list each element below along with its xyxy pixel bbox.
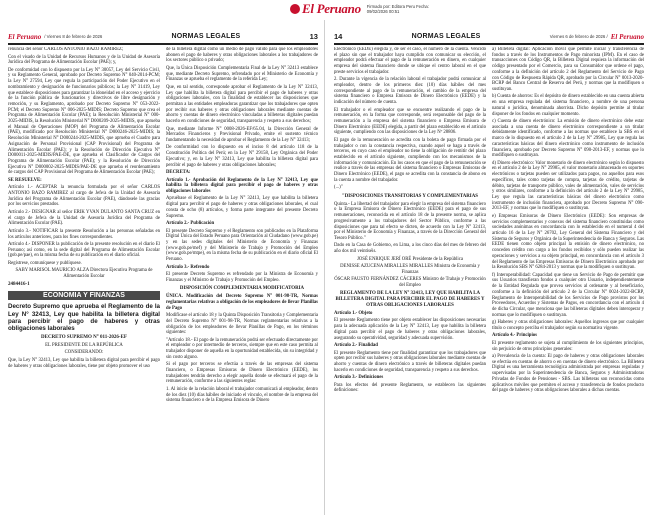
- page-header: [334, 32, 644, 41]
- paragraph: El trabajador o el empleador que se encuentre realizando el pago de la remuneración, en la forma que corresponde, será responsable del pago de la remuneración a la empresa del sistema financiero o Empresa Emisora de Dinero Electrónico (EEDE) elegida, a partir del plazo establecido en el artículo siguiente, cumpliendo con las disposiciones de la Ley Nº 28806.: [334, 107, 486, 136]
- article-heading: Artículo 4.- Principios: [492, 333, 537, 339]
- paragraph: g) Haberes y otras obligaciones laborales: Aquellos ingresos que por cualquier título o concepto perciba el trabajador según su normativa vigente.: [492, 320, 644, 331]
- paragraph: Si el pago por terceros se efectúa a través de las empresas del sistema financiero, o Empresas Emisoras de Dinero Electrónico (EEDE), los trabajadores tendrán derecho a elegir aquella donde se efectuará el pago de la remuneración, conforme a las siguientes reglas:: [166, 362, 318, 385]
- paragraph: e) Empresas Emisoras de Dinero Electrónico (EEDE): Son empresas de servicios complementarios y conexos del sistema financiero constituidas como sociedades anónimas en concordancia con lo establecido en el numeral 4 del artículo 16 de la Ley N° 26702, Ley General del Sistema Financiero y del Sistema de Seguros y Orgánica de la Superintendencia de Banca y Seguros. Las EEDE tienen como objeto principal la emisión de dinero electrónico, no conceden crédito con cargo a los fondos recibidos y sólo pueden realizar las operaciones y servicios a su objeto principal, en concordancia con el artículo 3 del Reglamento de las Empresas Emisoras de Dinero Electrónico aprobado por la Resolución SBS N° 6284-2013 y normas que la modifiquen o sustituyan.: [492, 213, 644, 271]
- regulation-title: REGLAMENTO DE LA LEY N° 32413, LEY QUE HABILITA LA BILLETERA DIGITAL PARA PERCIBIR EL PAGO DE HABERES Y OTRAS OBLIGACIONES LABORALES: [335, 291, 485, 308]
- paragraph: a) Billetera digital: Aplicación móvil que permite iniciar y transferencia de fondos a través de los Instrumentos de Pago minorista (IPM). En el caso de transacciones con Código QR, la Billetera Digital requiera la información del código presentado por el Comercio, para su Consumidor que ordene el pago, conforme a la definición del artículo 2 del Reglamento del Servicio de Pago con Código de Respuesta Rápida QR, aprobado por la Circular N° 0013-2020-BCRP del Banco Central de Reserva del Perú, y normas que la modifiquen o sustituyan.: [492, 47, 644, 92]
- paragraph: (...)": [334, 185, 343, 191]
- header-title: NORMAS LEGALES: [411, 33, 481, 40]
- paragraph: El presente Decreto Supremo es refrendado por la Ministra de Economía y Finanzas y el Ministro de Trabajo y Promoción del Empleo.: [166, 272, 318, 283]
- seal-icon: [290, 4, 300, 14]
- page-divider: [324, 20, 325, 515]
- paragraph: De conformidad con lo dispuesto por la Ley N° 30057, Ley del Servicio Civil, y su Reglamento General, aprobado por Decreto Supremo N° 040-2014-PCM; la Ley N° 27594, Ley que regula la participación del Poder Ejecutivo en el nombramiento y designación de funcionarios públicos; la Ley N° 31419, Ley que establece disposiciones para garantizar la idoneidad en el acceso y ejercicio de la función pública de funcionarios y directivos de libre designación y remoción, y su Reglamento, aprobado por Decreto Supremo N° 053-2022-PCM; el Decreto Supremo N° 006-2025-MIDIS; Decreto Supremo que crea el Programa de Alimentación Escolar (PAE); la Resolución Ministerial N° 000-2025-MIDIS, la Resolución Ministerial N° D000209-2025-MIDIS, que aprueba el Manual de Operaciones (MOP) del Programa de Alimentación Escolar (PAE), modificado por Resolución Ministerial N° D000246-2025-MIDIS; la Resolución Ministerial N° D000244-2025-MIDIS, que aprueba el Cuadro para Asignación de Personal Provisional (CAP Provisional) del Programa de Alimentación Escolar (PAE); y la Resolución de Dirección Ejecutiva N° D000011-2025-MIDIS/PAE-DE, que aprueba el Clasificador de Cargos del Programa de Alimentación Escolar (PAE); y la Resolución de Dirección Ejecutiva N° D000002-2025-MIDIS/PAE-DE que aprueba el reordenamiento de cargos del CAP Provisional del Programa de Alimentación Escolar (PAE);: [8, 67, 160, 176]
- decrees-heading: DECRETA:: [166, 170, 191, 176]
- section-heading: DISPOSICIÓN COMPLEMENTARIA MODIFICATORIA: [179, 285, 305, 291]
- paragraph: Que, en tal sentido, corresponde aprobar el Reglamento de la Ley N° 32413, Ley que habilita la billetera digital para percibir el pago de haberes y otras obligaciones laborales, con la finalidad de establecer las disposiciones que permitan a las entidades empleadoras garantizar que los trabajadores que opten por recibir sus haberes y otras obligaciones laborales mediante cuentas de ahorro y cuentas de dinero electrónico vinculadas a billeteras digitales puedan hacerlo en condiciones de seguridad, transparencia y respeto a sus derechos;: [166, 84, 318, 125]
- article-heading: Artículo 2.- Finalidad: [334, 343, 378, 349]
- article-heading: Artículo 1.- Objeto: [334, 310, 373, 316]
- article: Artículo 4.- DISPONER la publicación de la presente resolución en el diario El Peruano; así como, en la sede digital del Programa de Alimentación Escolar (gob.pe/pae), en la misma fecha de su publicación en el diario oficial.: [8, 242, 160, 259]
- paragraph: El presente Decreto Supremo y el Reglamento son publicados en la Plataforma Digital Única del Estado Peruano para Orientación al Ciudadano (www.gob.pe) y en las sedes digitales del Ministerio de Economía y Finanzas (www.gob.pe/mef) y del Ministerio de Trabajo y Promoción del Empleo (www.gob.pe/mtpe), en la misma fecha de su publicación en el diario oficial El Peruano.: [166, 228, 318, 263]
- article: Artículo 1.- ACEPTAR la renuncia formulada por el señor CARLOS ANTONIO BAZO RAMIREZ al cargo de Jefe/a de la Unidad de Asesoría Jurídica del Programa de Alimentación Escolar (PAE), dándosele las gracias por los servicios prestados.: [8, 185, 160, 208]
- el-peruano-logo: [290, 1, 361, 17]
- paragraph: c) Cuenta de dinero electrónico: La emisión de dinero electrónico debe estar asociada a una cuenta de dinero electrónico correspondiente a un titular debidamente identificado, conforme a las normas que establece la SBS en el marco de lo dispuesto en el artículo 2 de la Ley N° 29985, Ley que regula las características básicas del dinero electrónico como instrumento de inclusión financiera, aprobado por Decreto Supremo N° 090-2013-EF, y normas que lo modifiquen o sustituyan.: [492, 119, 644, 159]
- column-1: [334, 47, 486, 513]
- column-2: [166, 47, 318, 513]
- considering-heading: CONSIDERANDO:: [64, 350, 104, 356]
- article-heading: Artículo 3.- Definiciones: [334, 375, 384, 381]
- paragraph: 1. Al inicio de la relación laboral el trabajador comunicará al empleador, dentro de los diez (10) días hábiles de iniciado el vínculo, el nombre de la empresa del sistema financiero o de la Empresa Emisora de Dinero: [166, 386, 318, 404]
- paragraph: Para los efectos del presente Reglamento, se establecen las siguientes definiciones:: [334, 382, 486, 394]
- paragraph: De conformidad con lo dispuesto en el inciso 8 del artículo 118 de la Constitución Política del Perú; en la Ley N° 29158, Ley Orgánica del Poder Ejecutivo; y, en la Ley N° 32413, Ley que habilita la billetera digital para percibir el pago de haberes y otras obligaciones laborales;: [166, 145, 318, 168]
- paragraph: El presente Reglamento tiene por objeto establecer las disposiciones necesarias para la adecuada aplicación de la Ley N° 32413, Ley que habilita la billetera digital para percibir el pago de haberes y otras obligaciones laborales, asegurando su operatividad, seguridad y adecuada supervisión.: [334, 318, 486, 341]
- paragraph: f) Interoperabilidad: Capacidad que tiene un Servicio de Pago de permitir que sus Usuarios transfieran fondos a cualquier otro Usuario, independientemente de la Entidad Regulada que provea servicios al ordenante y al beneficiario, conforme a la definición del artículo 2 de la Circular N° 0024-2022-BCRP, Reglamento de Interoperabilidad de los Servicios de Pago provistos por los Proveedores, Acuerdos y Sistemas de Pagos, en concordancia con el artículo 4 de dicha Circular, que menciona que las billeteras digitales deben interoperar y normas que lo modifiquen o sustituyan.: [492, 272, 644, 318]
- signatory: DENISSE AZUCENA MIRALLES MIRALLES Ministra de Economía y Finanzas: [340, 264, 480, 275]
- page-number: 13: [309, 32, 318, 41]
- paragraph: Que, mediante Informe N° 0008-2026-EF/65.04, la Dirección General de Mercados Financieros y Previsional Privado, emite el sustento técnico fundamentando la necesidad de aprobar el Reglamento de la Ley N° 32413;: [166, 126, 318, 143]
- closing-formula: Regístrese, comuníquese y publíquese.: [8, 260, 82, 266]
- paragraph: Electrónico (EEDE) elegida y, de ser el caso, el número de la cuenta. Vencido el plazo sin que el trabajador haya cumplido con comunicar su elección, el empleador podrá efectuar el pago de la remuneración en dinero, en cualquier empresa del sistema financiero donde se ubique el centro laboral en el que preste servicios el trabajador.: [334, 47, 486, 75]
- article-heading: Artículo 2.- Publicación: [166, 221, 215, 227]
- article: Artículo 2.- DESIGNAR al señor ERIK YVAN DULANTO SANTA CRUZ en el cargo de Jefe/a de la Unidad de Asesoría Jurídica del Programa de Alimentación Escolar (PAE).: [8, 209, 160, 227]
- paragraph: "Artículo 18.- El pago de la remuneración podrá ser efectuado directamente por el empleador o por intermedio de terceros, siempre que en este caso permita al trabajador disponer de aquella en la oportunidad establecida, sin su integridad y sin costo alguno.: [166, 337, 318, 360]
- paragraph: Quinta.- La libertad del trabajador para elegir la empresa del sistema financiero o la Empresa Emisora de Dinero Electrónico (EEDE) para el pago de sus remuneraciones, reconocida en el artículo 18 de la presente norma, se aplica progresivamente a los trabajadores del Sector Público, conforme a las disposiciones que para tal efecto se dicten, de acuerdo con la Ley N° 32413, por el Ministerio de Economía y Finanzas, a través de la Dirección General del Tesoro Público.": [334, 201, 486, 241]
- section-heading: "DISPOSICIONES TRANSITORIAS Y COMPLEMENTARIAS: [342, 193, 478, 199]
- article-heading: Artículo 1.- Aprobación del Reglamento de la Ley N° 32413, Ley que habilita la billetera digital para percibir el pago de haberes y otras obligaciones laborales: [166, 177, 318, 194]
- page-13: [4, 20, 322, 515]
- article-heading: Artículo 3.- Refrendo: [166, 264, 210, 270]
- paragraph: Que, la Ley N° 32413, Ley que habilita la billetera digital para percibir el pago de haberes y otras obligaciones laborales, tiene por objeto promover el uso: [8, 357, 160, 369]
- decree-title: Decreto Supremo que aprueba el Reglamento de la Ley N° 32413, Ley que habilita la billetera digital para percibir el pago de haberes y otras obligaciones laborales: [8, 303, 160, 333]
- publication-code: 2484416-1: [8, 281, 30, 287]
- decree-number: DECRETO SUPREMO N° 011-2026-EF: [41, 335, 127, 341]
- page-number: 14: [334, 32, 343, 41]
- paragraph: 2. Durante la vigencia de la relación laboral el trabajador podrá comunicar al empleador, dentro de los primeros diez (10) días hábiles del mes correspondiente al pago de la remuneración, el cambio de la empresa del sistema financiero o Empresa Emisora de Dinero Electrónico (EEDE) y la indicación del número de cuenta.: [334, 77, 486, 106]
- column-2: [492, 47, 644, 513]
- section-band: ECONOMIA Y FINANZAS: [8, 291, 160, 301]
- article-heading: ÚNICA. Modificación del Decreto Supremo N° 001-98-TR, Normas reglamentarias relativas a obligación de los empleadores de llevar Planillas de Pago: [166, 294, 318, 311]
- paragraph: Modifícase el artículo 18 y la Quinta Disposición Transitoria y Complementaria del Decreto Supremo N° 001-98-TR, Normas reglamentarias relativas a la obligación de los empleadores de llevar Planillas de Pago, en los términos siguientes:: [166, 313, 318, 336]
- paragraph: Apruébase el Reglamento de la Ley N° 32413, Ley que habilita la billetera digital para percibir el pago de haberes y otras obligaciones laborales, el cual consta de ocho (8) artículos, y forma parte integrante del presente Decreto Supremo.: [166, 196, 318, 219]
- paragraph: a) Prevalencia de la cuenta: El pago de haberes y otras obligaciones laborales se efectúa en cuentas de ahorro o en cuentas de dinero electrónico. La Billetera Digital es una herramienta tecnológica administrada por empresas reguladas y supervisadas por la Superintendencia de Banca, Seguros y Administradoras Privadas de Fondos de Pensiones - SBS. Las billeteras son reconocidas como aplicativos móviles que permiten el acceso y transferencia de fondos producto del pago de haberes y otras obligaciones laborales a dichas cuentas.: [492, 354, 644, 394]
- paragraph: renuncia del señor CARLOS ANTONIO BAZO RAMIREZ;: [8, 47, 124, 52]
- paragraph: Que, la Única Disposición Complementaria Final de la Ley N° 32413 establece que, mediante Decreto Supremo, refrendado por el Ministerio de Economía y Finanzas se aprueba el reglamento de la referida Ley;: [166, 65, 318, 83]
- page-14: [330, 20, 648, 515]
- header-date: Viernes 6 de febrero de 2026 /: [549, 34, 608, 39]
- logo-text: El Peruano: [302, 1, 361, 16]
- signatory: ÓSCAR FAUSTO FERNÁNDEZ CÁCERES Ministro de Trabajo y Promoción del Empleo: [334, 277, 486, 289]
- paragraph: b) Cuenta de ahorros: Es el depósito de dinero establecido en una cuenta abierta en una empresa regulada del sistema financiero, a nombre de una persona natural o jurídica, denominada ahorrista. Dicho depósito permite al titular disponer de los fondos en cualquier momento.: [492, 94, 644, 117]
- header-title: NORMAS LEGALES: [171, 33, 241, 40]
- paragraph: El presente reglamento se sujeta al cumplimiento de los siguientes principios, sin perjuicio de otros principios generales:: [492, 340, 644, 352]
- resolve-heading: SE RESUELVE:: [8, 177, 42, 183]
- signatory: JOSÉ ENRIQUE JERÍ ORÉ Presidente de la República: [357, 256, 463, 262]
- paragraph: de la billetera digital como un medio de pago válido para que los empleadores abonen el pago de haberes y otras obligaciones laborales a los trabajadores de los sectores público o privado;: [166, 47, 318, 64]
- header-rule: [334, 43, 644, 45]
- paragraph: El presente Reglamento tiene por finalidad garantizar que los trabajadores que opten por recibir sus haberes y otras obligaciones laborales mediante cuentas de ahorro y cuentas de dinero electrónico a través de billeteras digitales puedan hacerlo en condiciones de seguridad, transparencia y respeto a sus derechos.: [334, 350, 486, 373]
- issuer: EL PRESIDENTE DE LA REPÚBLICA: [45, 342, 123, 348]
- paragraph: d) Dinero electrónico: Valor monetario de dinero electrónico según lo dispuesto en el artículo 2 de la Ley N° 29985, el valor monetario almacenado en soportes electrónicos o tarjetas pueden ser utilizados para pagos, no aquellos para esos específicos, tales como tarjetas de compra, tarjetas de crédito, tarjetas de débito, tarjetas de transporte público, vales de alimentación, vales de servicios y otros similares, conforme a la definición del artículo 2 de la Ley N° 29985, Ley que regula las características básicas del dinero electrónico como instrumento de inclusión financiera, aprobado por Decreto Supremo N° 090-2013-EF, y normas que lo modifiquen o sustituyan.: [492, 160, 644, 212]
- top-strip: [0, 0, 650, 18]
- header-rule: [8, 43, 318, 45]
- paragraph: Dado en la Casa de Gobierno, en Lima, a los cinco días del mes de febrero del año dos mil veintiséis.: [334, 243, 486, 255]
- paragraph: Con el visado de la Unidad de Recursos Humanos y de la Unidad de Asesoría Jurídica del Programa de Alimentación Escolar (PAE); y,: [8, 54, 160, 66]
- column-1: [8, 47, 160, 513]
- header-logo: El Peruano: [610, 32, 644, 41]
- digital-signature-note: Firmado por: Editora Peru Fecha: 09/02/2026 00:51: [366, 4, 429, 14]
- article: Artículo 3.- NOTIFICAR la presente Resolución a las personas señaladas en los artículos anteriores, para los fines correspondientes.: [8, 228, 160, 240]
- header-logo: El Peruano: [8, 32, 42, 41]
- page-header: [8, 32, 318, 41]
- paragraph: El pago de la remuneración se acredita con la boleta de pago firmada por el trabajador o con la constancia respectiva, cuando aquel se haga a través de terceros, en cuyo caso el empleador no tiene la obligación de remitir del plazo establecido en el artículo siguiente, cumpliendo con los mecanismos de la información y comunicación. En los casos en que el pago de la remuneración se realice a través de las empresas del sistema financiero o Empresas Emisoras de Dinero Electrónico (EEDE), el pago se acredita con la constancia de abono en la cuenta a nombre del trabajador.: [334, 137, 486, 183]
- header-date: / Viernes 8 de febrero de 2026: [44, 34, 103, 39]
- signatory: SABY MARISOL MAURICIO ALZA Directora Ejecutiva Programa de Alimentación Escolar: [15, 268, 153, 280]
- masthead: [290, 1, 437, 17]
